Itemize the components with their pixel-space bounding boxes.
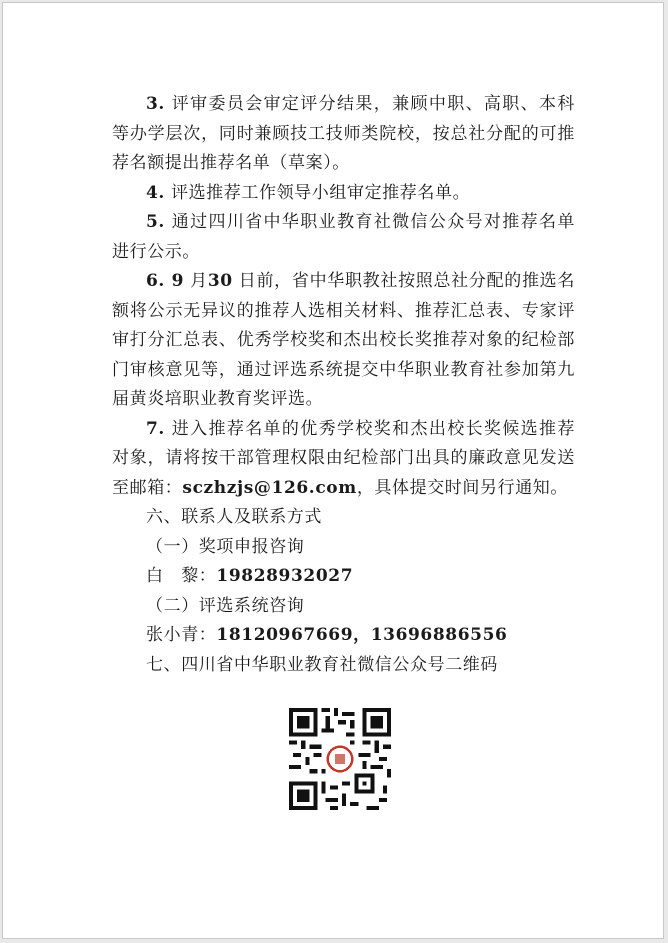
document-page [2,2,664,939]
contact-name: 白 黎： [146,566,217,586]
paragraph-text: 通过四川省中华职业教育社微信公众号对推荐名单进行公示。 [112,212,575,262]
email-address: sczhzjs@126.com [182,477,357,498]
contact-name: 张小青： [146,625,217,645]
subsection-award-inquiry: （一）奖项申报咨询 [146,536,305,557]
contact-2 [112,621,575,651]
item-number: 4. [146,182,165,203]
item-number: 5. [146,212,165,232]
paragraph-text: 评审委员会审定评分结果，兼顾中职、高职、本科等办学层次，同时兼顾技工技师类院校，按总社分配的可推荐名额提出推荐名单（草案）。 [112,94,575,173]
paragraph-3 [112,90,575,179]
item-number: 6. 9 [146,271,184,291]
paragraph-6 [112,267,575,415]
paragraph-text-part: 月 [190,271,208,291]
paragraph-5 [112,208,575,267]
contact-phone: 18120967669，13696886556 [216,625,508,645]
section-7-heading: 七、四川省中华职业教育社微信公众号二维码 [146,654,498,675]
paragraph-7 [112,415,575,504]
paragraph-4 [112,179,575,209]
contact-1 [112,562,575,592]
item-number: 3. [146,94,165,114]
paragraph-text-part: 进入推荐名单的优秀学校奖和杰出校长奖候选推荐对象，请将按干部管理权限由纪检部门出具的廉政意见发送至邮箱： [112,418,575,498]
document-body [112,90,575,680]
date-number: 30 [207,271,233,291]
contact-phone: 19828932027 [216,566,354,586]
paragraph-text: 评选推荐工作领导小组审定推荐名单。 [170,182,471,203]
qr-code-icon [289,708,391,810]
paragraph-text: 日前，省中华职教社按照总社分配的推选名额将公示无异议的推荐人选相关材料、推荐汇总表、专家评审打分汇总表、优秀学校奖和杰出校长奖推荐对象的纪检部门审核意见等，通过评选系统提交中华职业教育社参加第九届黄炎培职业教育奖评选。 [112,271,575,409]
subsection-system-inquiry: （二）评选系统咨询 [146,595,305,616]
paragraph-text: ，具体提交时间另行通知。 [356,477,569,498]
section-6-heading: 六、联系人及联系方式 [146,507,322,527]
item-number: 7. [146,418,165,439]
